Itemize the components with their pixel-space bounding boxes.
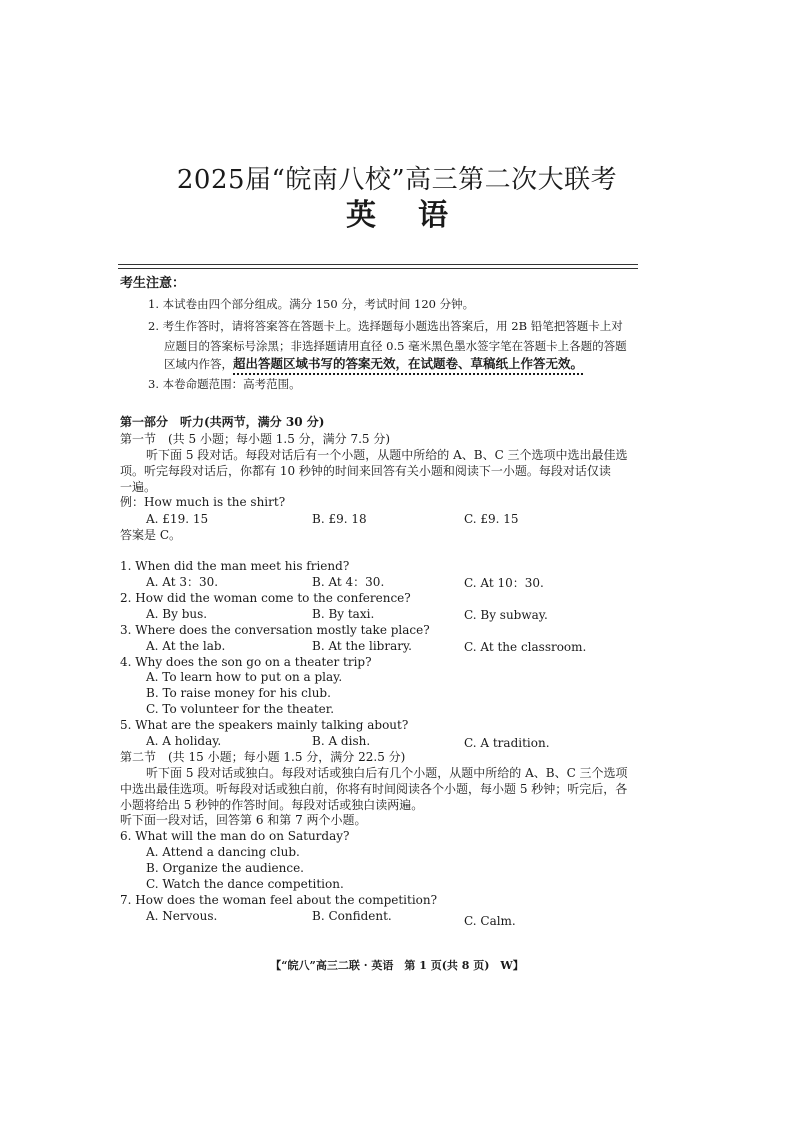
subject-title: 英语 [346, 198, 490, 233]
section1-instructions-line-3: 一遍。 [120, 480, 157, 494]
q3-option-b: B. At the library. [312, 639, 412, 653]
notice-item-1: 1. 本试卷由四个部分组成。满分 150 分，考试时间 120 分钟。 [148, 297, 475, 311]
exam-title: 2025届“皖南八校”高三第二次大联考 [176, 165, 618, 195]
notice-item-3: 3. 本卷命题范围：高考范围。 [148, 377, 301, 391]
notice-item-2-line-2: 应题目的答案标号涂黑；非选择题请用直径 0.5 毫米黑色墨水签字笔在答题卡上各题的答题 [164, 339, 627, 353]
q2-option-b: B. By taxi. [312, 607, 375, 621]
notice-emphasis: 超出答题区域书写的答案无效，在试题卷、草稿纸上作答无效。 [233, 356, 584, 371]
question-7: 7. How does the woman feel about the competition? [120, 893, 438, 907]
notice-title: 考生注意： [120, 276, 186, 291]
section1-instructions-line-1: 听下面 5 段对话。每段对话后有一个小题，从题中所给的 A、B、C 三个选项中选出最佳选 [146, 448, 628, 462]
example-option-c: C. £9. 15 [464, 512, 519, 526]
q7-option-a: A. Nervous. [146, 909, 218, 923]
q5-option-b: B. A dish. [312, 734, 371, 748]
example-option-b: B. £9. 18 [312, 512, 367, 526]
q7-option-b: B. Confident. [312, 909, 392, 923]
q2-option-a: A. By bus. [146, 607, 208, 621]
q4-option-b: B. To raise money for his club. [146, 686, 331, 700]
section2-instructions-line-1: 听下面 5 段对话或独白。每段对话或独白后有几个小题，从题中所给的 A、B、C 三个选项 [146, 766, 628, 780]
q3-option-a: A. At the lab. [146, 639, 226, 653]
example-option-a: A. £19. 15 [146, 512, 209, 526]
question-4: 4. Why does the son go on a theater trip? [120, 655, 372, 669]
q6-option-c: C. Watch the dance competition. [146, 877, 344, 891]
page-footer: 【“皖八”高三二联 · 英语 第 1 页(共 8 页) W】 [270, 959, 524, 972]
q7-option-c: C. Calm. [464, 914, 516, 928]
q4-option-a: A. To learn how to put on a play. [146, 670, 343, 684]
part1-heading: 第一部分 听力(共两节，满分 30 分) [120, 415, 325, 429]
question-5: 5. What are the speakers mainly talking about? [120, 718, 409, 732]
question-6: 6. What will the man do on Saturday? [120, 829, 350, 843]
section2-heading: 第二节 (共 15 小题；每小题 1.5 分，满分 22.5 分) [120, 750, 406, 764]
example-answer: 答案是 C。 [120, 528, 181, 542]
q6-option-b: B. Organize the audience. [146, 861, 304, 875]
notice-item-2-line-3 [164, 356, 583, 372]
example-question: 例：How much is the shirt? [120, 495, 286, 509]
question-2: 2. How did the woman come to the conference? [120, 591, 411, 605]
q1-option-c: C. At 10：30. [464, 576, 544, 590]
section1-instructions-line-2: 项。听完每段对话后，你都有 10 秒钟的时间来回答有关小题和阅读下一小题。每段对话仅读 [120, 464, 611, 478]
notice-item-2-line-1: 2. 考生作答时，请将答案答在答题卡上。选择题每小题选出答案后，用 2B 铅笔把答题卡上对 [148, 319, 623, 333]
q5-option-c: C. A tradition. [464, 736, 550, 750]
section2-instructions-line-2: 中选出最佳选项。听每段对话或独白前，你将有时间阅读各个小题，每小题 5 秒钟；听完后，各 [120, 782, 628, 796]
q6-option-a: A. Attend a dancing club. [146, 845, 300, 859]
section2-lead: 听下面一段对话，回答第 6 和第 7 两个小题。 [120, 813, 367, 827]
q5-option-a: A. A holiday. [146, 734, 222, 748]
q4-option-c: C. To volunteer for the theater. [146, 702, 335, 716]
section1-heading: 第一节 (共 5 小题；每小题 1.5 分，满分 7.5 分) [120, 432, 391, 446]
question-1: 1. When did the man meet his friend? [120, 559, 350, 573]
q3-option-c: C. At the classroom. [464, 640, 587, 654]
q2-option-c: C. By subway. [464, 608, 548, 622]
header-rule-bottom [118, 268, 638, 269]
question-3: 3. Where does the conversation mostly take place? [120, 623, 430, 637]
q1-option-a: A. At 3：30. [146, 575, 219, 589]
notice-item-2-prefix: 区域内作答， [164, 357, 233, 371]
header-rule-top [118, 264, 638, 265]
q1-option-b: B. At 4：30. [312, 575, 385, 589]
section2-instructions-line-3: 小题将给出 5 秒钟的作答时间。每段对话或独白读两遍。 [120, 798, 424, 812]
